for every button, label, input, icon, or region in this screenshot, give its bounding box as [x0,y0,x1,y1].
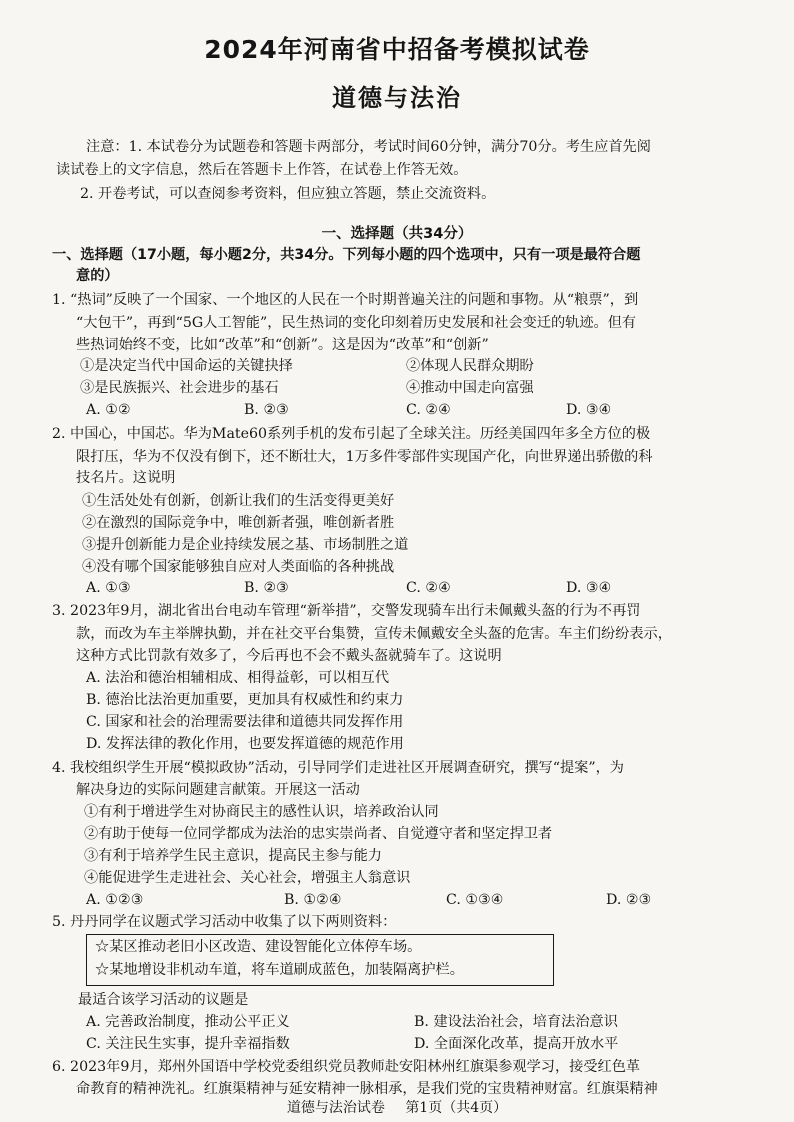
q2-statement-3: ③提升创新能力是企业持续发展之基、市场制胜之道 [82,537,409,553]
q4-stem-1: 4. 我校组织学生开展“模拟政协”活动，引导同学们走进社区开展调查研究，撰写“提案”，为 [52,760,624,776]
q5-material-box [86,934,554,986]
q4-statement-4: ④能促进学生走进社会、关心社会，增强主人翁意识 [84,870,411,886]
footer-subject: 道德与法治试卷 [286,1100,385,1116]
q4-statement-2: ②有助于使每一位同学都成为法治的忠实崇尚者、自觉遵守者和坚定捍卫者 [84,826,553,842]
section-heading: 一、选择题（共34分） [321,226,473,242]
q1-option-a: A. ①② [86,402,131,418]
q6-stem-2: 命教育的精神洗礼。红旗渠精神与延安精神一脉相承，是我们党的宝贵精神财富。红旗渠精神 [76,1081,658,1097]
q1-statement-1: ①是决定当代中国命运的关键抉择 [80,358,293,374]
notice-line-2: 读试卷上的文字信息，然后在答题卡上作答，在试卷上作答无效。 [56,162,468,178]
section-intro-1: 一、选择题（17小题，每小题2分，共34分。下列每小题的四个选项中，只有一项是最符合题 [52,247,641,263]
q2-option-b: B. ②③ [244,580,289,596]
q4-statement-1: ①有利于增进学生对协商民主的感性认识，培养政治认同 [84,804,439,820]
section-intro-2: 意的） [76,268,119,284]
notice-line-3: 2. 开卷考试，可以查阅参考资料，但应独立答题，禁止交流资料。 [80,186,496,202]
q5-stem-1: 5. 丹丹同学在议题式学习活动中收集了以下两则资料： [52,914,397,930]
q1-statement-2: ②体现人民群众期盼 [406,358,534,374]
subject-title: 道德与法治 [332,84,462,112]
q1-stem-1: 1. “热词”反映了一个国家、一个地区的人民在一个时期普遍关注的问题和事物。从“粮票”，到 [52,292,639,308]
q5-option-c: C. 关注民生实事，提升幸福指数 [86,1036,290,1052]
q5-option-d: D. 全面深化改革，提高开放水平 [414,1036,619,1052]
q3-stem-2: 款，而改为车主举牌执勤，并在社交平台集赞，宣传未佩戴安全头盔的危害。车主们纷纷表示， [76,626,672,642]
q4-option-a: A. ①②③ [86,892,144,908]
q2-stem-3: 技名片。这说明 [76,470,176,486]
q4-statement-3: ③有利于培养学生民主意识，提高民主参与能力 [84,848,382,864]
q4-option-c: C. ①③④ [446,892,504,908]
footer-page-number: 第1页（共4页） [405,1100,508,1116]
q5-stem-2: 最适合该学习活动的议题是 [78,992,249,1008]
q2-option-c: C. ②④ [406,580,451,596]
q3-option-a: A. 法治和德治相辅相成、相得益彰，可以相互代 [86,670,390,686]
q4-option-d: D. ②③ [606,892,652,908]
notice-line-1: 注意：1. 本试卷分为试题卷和答题卡两部分，考试时间60分钟，满分70分。考生应首先阅 [86,139,651,155]
q1-option-d: D. ③④ [566,402,612,418]
q2-statement-1: ①生活处处有创新，创新让我们的生活变得更美好 [82,493,395,509]
q3-option-b: B. 德治比法治更加重要，更加具有权威性和约束力 [86,692,404,708]
q1-option-b: B. ②③ [244,402,289,418]
q1-statement-4: ④推动中国走向富强 [406,380,534,396]
q3-option-d: D. 发挥法律的教化作用，也要发挥道德的规范作用 [86,736,404,752]
q1-stem-2: “大包干”，再到“5G人工智能”，民生热词的变化印刻着历史发展和社会变迁的轨迹。但有 [76,315,637,331]
q2-statement-2: ②在激烈的国际竞争中，唯创新者强，唯创新者胜 [82,515,395,531]
q4-option-b: B. ①②④ [284,892,342,908]
q4-stem-2: 解决身边的实际问题建言献策。开展这一活动 [76,782,360,798]
q5-material-1: ☆某区推动老旧小区改造、建设智能化立体停车场。 [95,939,422,955]
q6-stem-1: 6. 2023年9月，郑州外国语中学校党委组织党员教师赴安阳林州红旗渠参观学习，接受红色革 [52,1059,641,1075]
q5-option-b: B. 建设法治社会，培育法治意识 [414,1014,618,1030]
q2-option-d: D. ③④ [566,580,612,596]
page-footer [0,1097,794,1117]
q1-stem-3: 些热词始终不变，比如“改革”和“创新”。这是因为“改革”和“创新” [76,337,489,353]
q3-stem-3: 这种方式比罚款有效多了，今后再也不会不戴头盔就骑车了。这说明 [76,648,502,664]
q1-statement-3: ③是民族振兴、社会进步的基石 [80,380,279,396]
q1-option-c: C. ②④ [406,402,451,418]
q2-statement-4: ④没有哪个国家能够独自应对人类面临的各种挑战 [82,559,395,575]
q2-stem-2: 限打压，华为不仅没有倒下，还不断壮大，1万多件零部件实现国产化，向世界递出骄傲的科 [76,449,653,465]
exam-title: 2024年河南省中招备考模拟试卷 [204,35,590,64]
q2-stem-1: 2. 中国心，中国芯。华为Mate60系列手机的发布引起了全球关注。历经美国四年多全方位的极 [52,426,651,442]
q5-material-2: ☆某地增设非机动车道，将车道刷成蓝色，加装隔离护栏。 [95,962,464,978]
q2-option-a: A. ①③ [86,580,131,596]
q3-option-c: C. 国家和社会的治理需要法律和道德共同发挥作用 [86,714,404,730]
q3-stem-1: 3. 2023年9月，湖北省出台电动车管理“新举措”，交警发现骑车出行未佩戴头盔的行为不再罚 [52,603,641,619]
q5-option-a: A. 完善政治制度，推动公平正义 [86,1014,290,1030]
